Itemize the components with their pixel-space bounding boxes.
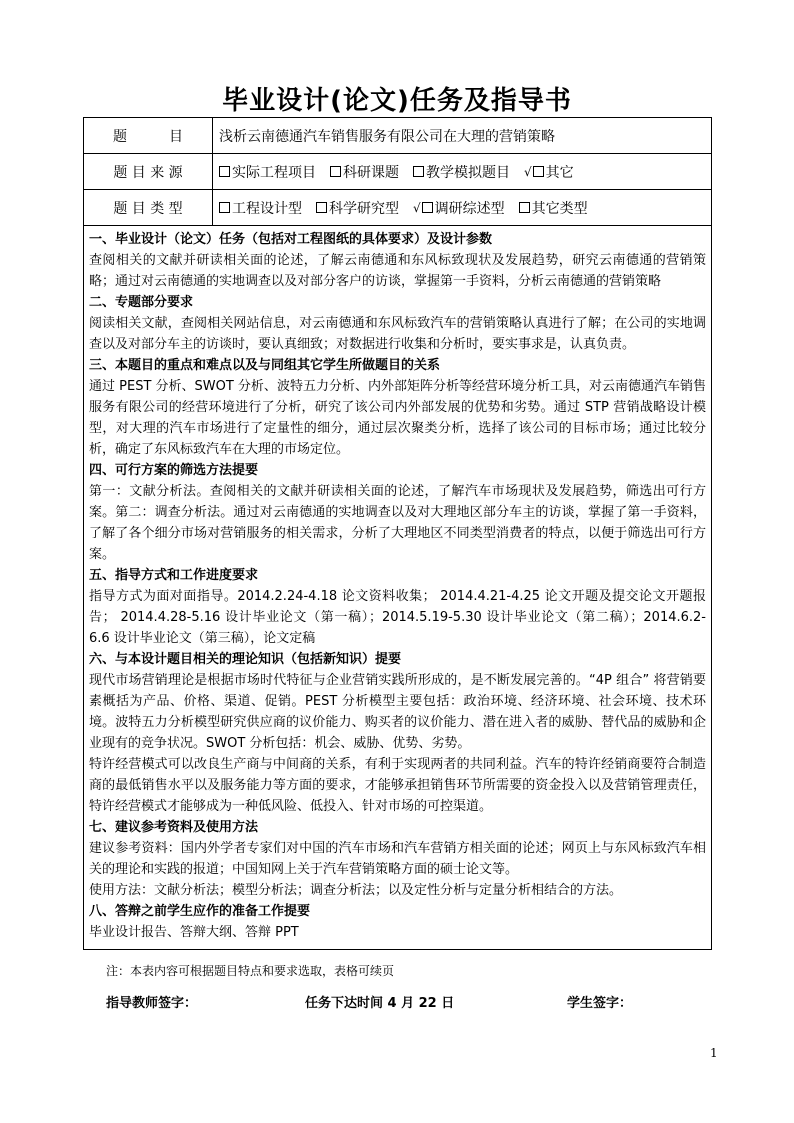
topic-label-text: 题 目 (113, 128, 183, 145)
section-heading: 七、建议参考资料及使用方法 (89, 820, 259, 835)
source-row (84, 154, 711, 190)
section-paragraph: 毕业设计报告、答辩大纲、答辩 PPT (89, 925, 299, 940)
page-number: 1 (710, 1046, 718, 1060)
section-paragraph: 查阅相关的文献并研读相关面的论述，了解云南德通和东风标致现状及发展趋势，研究云南德通的营销策略；通过对云南德通的实地调查以及对部分客户的访谈，掌握第一手资料，分析云南德通的营销策略 (89, 253, 706, 289)
section-paragraph: 通过 PEST 分析、SWOT 分析、波特五力分析、内外部矩阵分析等经营环境分析工具，对云南德通汽车销售服务有限公司的经营环境进行了分析，研究了该公司内外部发展的优势和劣势。通过 STP 营销战略设计模型，对大理的汽车市场进行了定量性的细分，通过层次聚类分析，选择了该公司的目标市场；通过比较分析，确定了东风标致汽车在大理的市场定位。 (89, 379, 706, 457)
section-paragraph: 特许经营模式可以改良生产商与中间商的关系，有利于实现两者的共同利益。汽车的特许经销商要符合制造商的最低销售水平以及服务能力等方面的要求，才能够承担销售环节所需要的资金投入以及营销管理责任，特许经营模式才能够成为一种低风险、低投入、针对市场的可控渠道。 (89, 757, 706, 814)
section-3 (89, 355, 706, 460)
source-label (84, 154, 213, 189)
task-body (84, 226, 711, 949)
section-paragraph: 指导方式为面对面指导。2014.2.24-4.18 论文资料收集； 2014.4.21-4.25 论文开题及提交论文开题报告； 2014.4.28-5.16 设计毕业论文（第一稿）；2014.5.19-5.30 设计毕业论文（第二稿）；2014.6.2-6.6 设计毕业论文（第三稿），论文定稿 (89, 589, 706, 646)
topic-row (84, 118, 711, 154)
option-label: 调研综述型 (434, 200, 505, 217)
source-options (213, 154, 711, 189)
section-heading: 五、指导方式和工作进度要求 (89, 568, 259, 583)
option-label: 实际工程项目 (232, 164, 316, 181)
task-table (83, 117, 712, 950)
type-option-other[interactable] (519, 198, 588, 218)
section-1 (89, 229, 706, 292)
checkbox-icon[interactable] (533, 166, 544, 177)
student-signature-label: 学生签字： (567, 996, 633, 1011)
topic-label (84, 118, 213, 153)
checkbox-icon[interactable] (219, 166, 230, 177)
section-8 (89, 901, 706, 943)
source-option-research[interactable] (330, 162, 399, 182)
source-option-teaching[interactable] (413, 162, 510, 182)
task-date-label: 任务下达时间 4 月 22 日 (305, 996, 455, 1011)
section-paragraph: 第一：文献分析法。查阅相关的文献并研读相关面的论述，了解汽车市场现状及发展趋势，筛选出可行方案。第二：调查分析法。通过对云南德通的实地调查以及对大理地区部分车主的访谈，掌握了第一手资料，了解了各个细分市场对营销服务的相关需求，分析了大理地区不同类型消费者的特点，以便于筛选出可行方案。 (89, 484, 706, 562)
section-2 (89, 292, 706, 355)
checkbox-icon[interactable] (519, 202, 530, 213)
checkbox-icon[interactable] (330, 166, 341, 177)
section-5 (89, 565, 706, 649)
checkbox-icon[interactable] (219, 202, 230, 213)
section-heading: 一、毕业设计（论文）任务（包括对工程图纸的具体要求）及设计参数 (89, 232, 493, 247)
source-option-other[interactable] (524, 162, 574, 182)
checkbox-icon[interactable] (413, 166, 424, 177)
source-option-engineering[interactable] (219, 162, 316, 182)
type-row (84, 190, 711, 226)
checkbox-icon[interactable] (316, 202, 327, 213)
type-option-survey[interactable] (413, 198, 505, 218)
section-paragraph: 现代市场营销理论是根据市场时代特征与企业营销实践所形成的，是不断发展完善的。“4P 组合” 将营销要素概括为产品、价格、渠道、促销。PEST 分析模型主要包括：政治环境、经济环境、社会环境、技术环境。波特五力分析模型研究供应商的议价能力、购买者的议价能力、潜在进入者的威胁、替代品的威胁和企业现有的竞争状况。SWOT 分析包括：机会、威胁、优势、劣势。 (89, 673, 706, 751)
option-label: 科研课题 (343, 164, 399, 181)
option-label: 其它 (545, 164, 574, 181)
type-option-engineering[interactable] (219, 198, 302, 218)
option-label: 科学研究型 (329, 200, 399, 217)
section-4 (89, 460, 706, 565)
type-option-science[interactable] (316, 198, 399, 218)
teacher-signature-label: 指导教师签字： (106, 996, 198, 1011)
option-label: 其它类型 (531, 200, 588, 217)
section-heading: 六、与本设计题目相关的理论知识（包括新知识）提要 (89, 652, 402, 667)
source-label-text: 题 目 来 源 (113, 164, 183, 181)
topic-value: 浅析云南德通汽车销售服务有限公司在大理的营销策略 (219, 128, 555, 145)
section-heading: 三、本题目的重点和难点以及与同组其它学生所做题目的关系 (89, 358, 441, 373)
section-heading: 四、可行方案的筛选方法提要 (89, 463, 259, 478)
option-label: 工程设计型 (232, 200, 302, 217)
checkbox-icon[interactable] (422, 202, 433, 213)
section-heading: 八、答辩之前学生应作的准备工作提要 (89, 904, 311, 919)
section-heading: 二、专题部分要求 (89, 295, 194, 310)
table-note: 注：本表内容可根据题目特点和要求选取，表格可续页 (106, 964, 395, 978)
section-7 (89, 817, 706, 901)
section-paragraph: 建议参考资料：国内外学者专家们对中国的汽车市场和汽车营销方相关面的论述；网页上与东风标致汽车相关的理论和实践的报道；中国知网上关于汽车营销策略方面的硕士论文等。 (89, 841, 706, 877)
check-mark-icon: √ (413, 200, 421, 215)
page-title: 毕业设计(论文)任务及指导书 (222, 86, 572, 116)
check-mark-icon: √ (524, 164, 532, 179)
option-label: 教学模拟题目 (426, 164, 510, 181)
type-label-text: 题 目 类 型 (113, 200, 183, 217)
type-options (213, 190, 711, 225)
section-paragraph: 使用方法：文献分析法；模型分析法；调查分析法；以及定性分析与定量分析相结合的方法。 (89, 883, 623, 898)
type-label (84, 190, 213, 225)
section-paragraph: 阅读相关文献，查阅相关网站信息，对云南德通和东风标致汽车的营销策略认真进行了解；在公司的实地调查以及对部分车主的访谈时，要认真细致；对数据进行收集和分析时，要实事求是，认真负责。 (89, 316, 706, 352)
section-6 (89, 649, 706, 817)
